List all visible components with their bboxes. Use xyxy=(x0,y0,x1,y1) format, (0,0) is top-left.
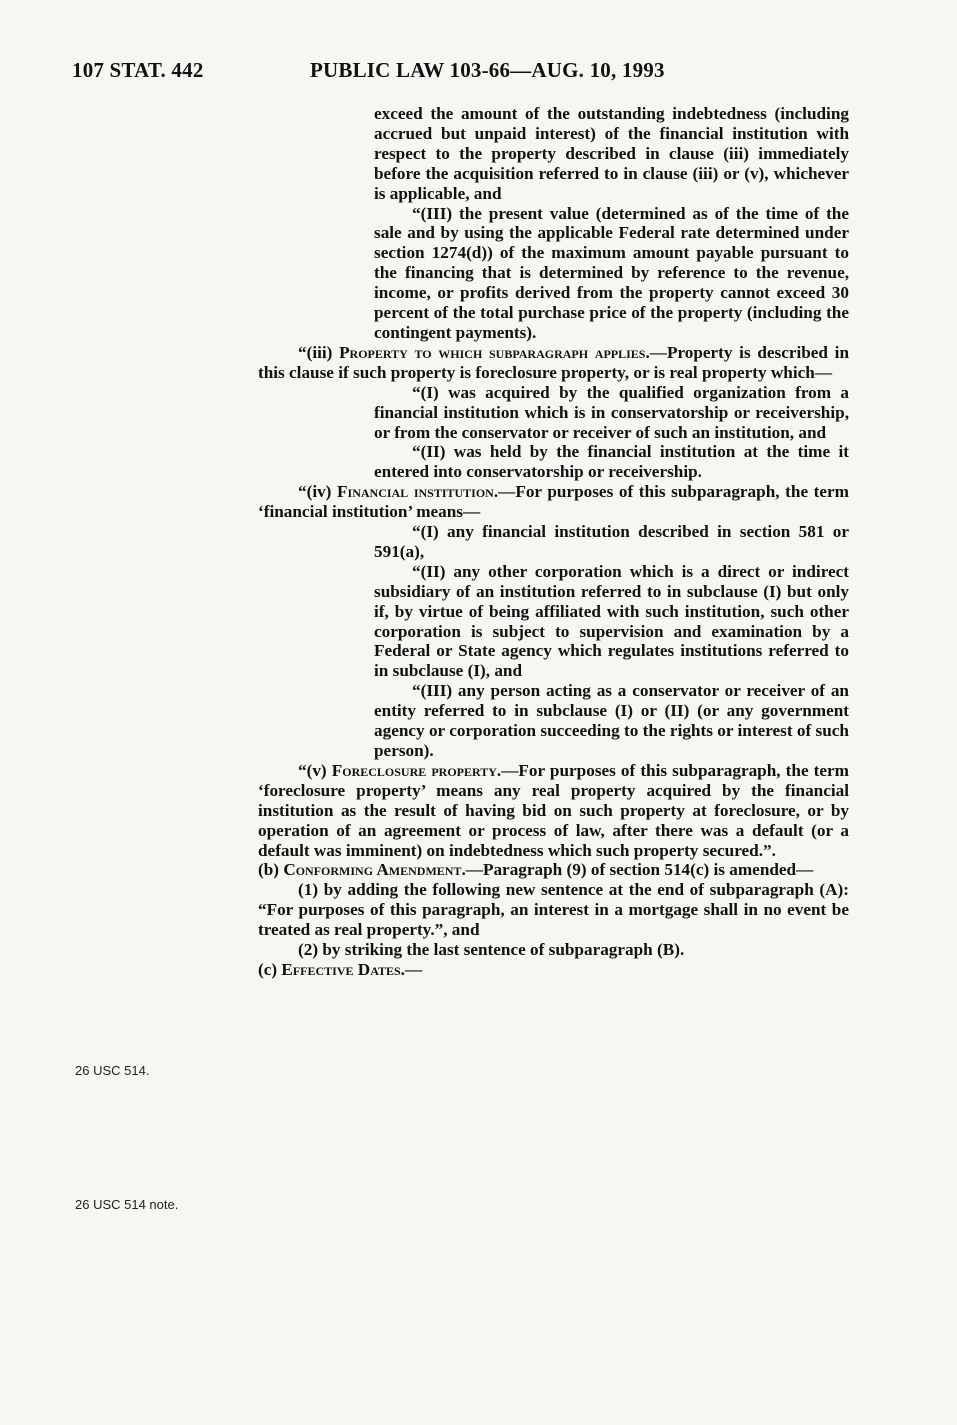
stat-page-number: 107 STAT. 442 xyxy=(72,58,204,82)
subsection-c-lead: (c) xyxy=(258,959,282,979)
clause-iii-lead: “(iii) xyxy=(298,342,340,362)
clause-iii xyxy=(216,343,849,383)
subclause-III-conservator: “(III) any person acting as a conservator or receiver of an entity referred to in subclause (I) or (II) (or any government agency or corporation succeeding to the rights or interest of such person). xyxy=(374,681,849,760)
subsection-c-text: — xyxy=(404,959,423,979)
clause-iv xyxy=(216,482,849,522)
clause-iv-heading: Financial institution. xyxy=(337,482,499,502)
subsection-b xyxy=(216,860,849,880)
clause-iv-text: —For purposes of this subparagraph, the term ‘financial institution’ means— xyxy=(258,482,849,522)
subsection-c xyxy=(216,960,849,980)
subsection-b-heading: Conforming Amendment. xyxy=(283,860,466,880)
clause-iii-heading: Property to which subparagraph applies. xyxy=(339,342,650,362)
subsection-b-lead: (b) xyxy=(258,860,284,880)
amendment-item-2: (2) by striking the last sentence of subparagraph (B). xyxy=(298,940,685,960)
subsection-c-heading: Effective Dates. xyxy=(281,959,405,979)
margin-note-usc-514-note: 26 USC 514 note. xyxy=(75,1197,179,1212)
subclause-II-held: “(II) was held by the financial institution at the time it entered into conservatorship or receivership. xyxy=(374,442,849,482)
subclause-I-financial-institution: “(I) any financial institution described in section 581 or 591(a), xyxy=(374,522,849,561)
subclause-II-corporation: “(II) any other corporation which is a direct or indirect subsidiary of an institution referred to in subclause (I) but only if, by virtue of being affiliated with such institution, such other corporation is subject to supervision and examination by a Federal or State agency which regulates institutions referred to in subclause (I), and xyxy=(374,561,849,681)
margin-note-usc-514: 26 USC 514. xyxy=(75,1063,150,1078)
paragraph-continuation: exceed the amount of the outstanding indebtedness (including accrued but unpaid interest) of the financial institution with respect to the property described in clause (iii) immediately before the acquisition referred to in clause (iii) or (v), whichever is applicable, and xyxy=(374,104,849,203)
subclause-I-acquired: “(I) was acquired by the qualified organization from a financial institution which is in conservatorship or receivership, or from the conservator or receiver of such an institution, and xyxy=(374,382,849,442)
clause-iv-lead: “(iv) xyxy=(298,482,338,502)
page-header xyxy=(72,58,917,88)
subclause-III-present-value: “(III) the present value (determined as of the time of the sale and by using the applicable Federal rate determined under section 1274(d)) of the maximum amount payable pursuant to the financing that is determined by reference to the revenue, income, or profits derived from the property cannot exceed 30 percent of the total purchase price of the property (including the contingent payments). xyxy=(374,203,849,342)
clause-v-heading: Foreclosure property. xyxy=(331,760,502,780)
clause-iii-text: —Property is described in this clause if such property is foreclosure property, or is real property which— xyxy=(258,342,850,382)
clause-v-text: —For purposes of this subparagraph, the term ‘foreclosure property’ means any real property acquired by the financial institution as the result of having bid on such property at foreclosure, or by operation of an agreement or process of law, after there was a default (or a default was imminent) on indebtedness which such property secured.”. xyxy=(258,760,849,860)
public-law-title: PUBLIC LAW 103-66—AUG. 10, 1993 xyxy=(310,58,665,82)
clause-v-lead: “(v) xyxy=(298,760,332,780)
amendment-item-1: (1) by adding the following new sentence at the end of subparagraph (A): “For purposes of this paragraph, an interest in a mortgage shall in no event be treated as real property.”, and xyxy=(258,880,849,940)
statute-body xyxy=(216,104,849,980)
clause-v xyxy=(216,761,849,861)
subsection-b-text: —Paragraph (9) of section 514(c) is amended— xyxy=(465,860,814,880)
